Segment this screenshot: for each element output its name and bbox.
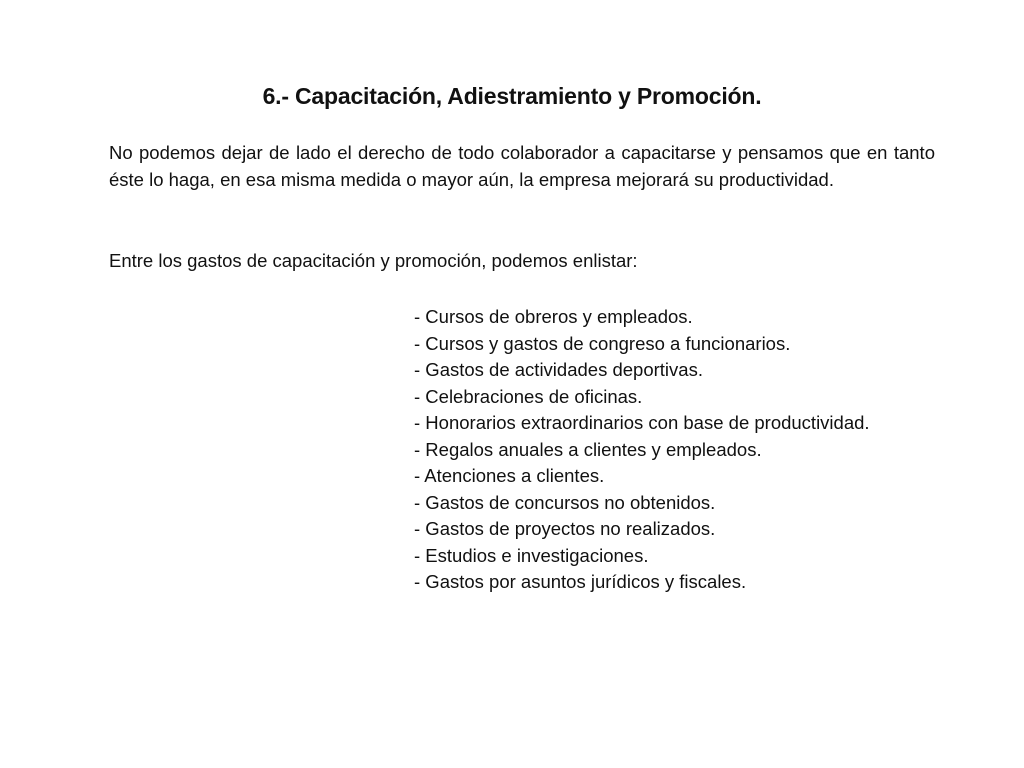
list-item: - Gastos de concursos no obtenidos. (414, 491, 716, 513)
list-item: - Estudios e investigaciones. (414, 544, 649, 566)
list-item: - Cursos y gastos de congreso a funcionarios. (414, 332, 791, 354)
list-item: - Atenciones a clientes. (414, 465, 605, 486)
intro-paragraph: No podemos dejar de lado el derecho de todo colaborador a capacitarse y pensamos que en tanto éste lo haga, en esa misma medida o mayor aún, la empresa mejorará su productividad. (109, 142, 935, 190)
expense-list (414, 304, 974, 596)
list-item: - Gastos por asuntos jurídicos y fiscales. (414, 571, 747, 592)
list-item: - Celebraciones de oficinas. (414, 385, 643, 407)
list-item: - Regalos anuales a clientes y empleados. (414, 438, 762, 460)
list-item: - Cursos de obreros y empleados. (414, 306, 693, 327)
slide-title: 6.- Capacitación, Adiestramiento y Promoción. (262, 83, 762, 109)
list-item: - Gastos de proyectos no realizados. (414, 518, 716, 539)
list-item: - Honorarios extraordinarios con base de productividad. (414, 412, 870, 433)
list-item: - Gastos de actividades deportivas. (414, 359, 703, 380)
list-intro: Entre los gastos de capacitación y promoción, podemos enlistar: (109, 250, 638, 271)
